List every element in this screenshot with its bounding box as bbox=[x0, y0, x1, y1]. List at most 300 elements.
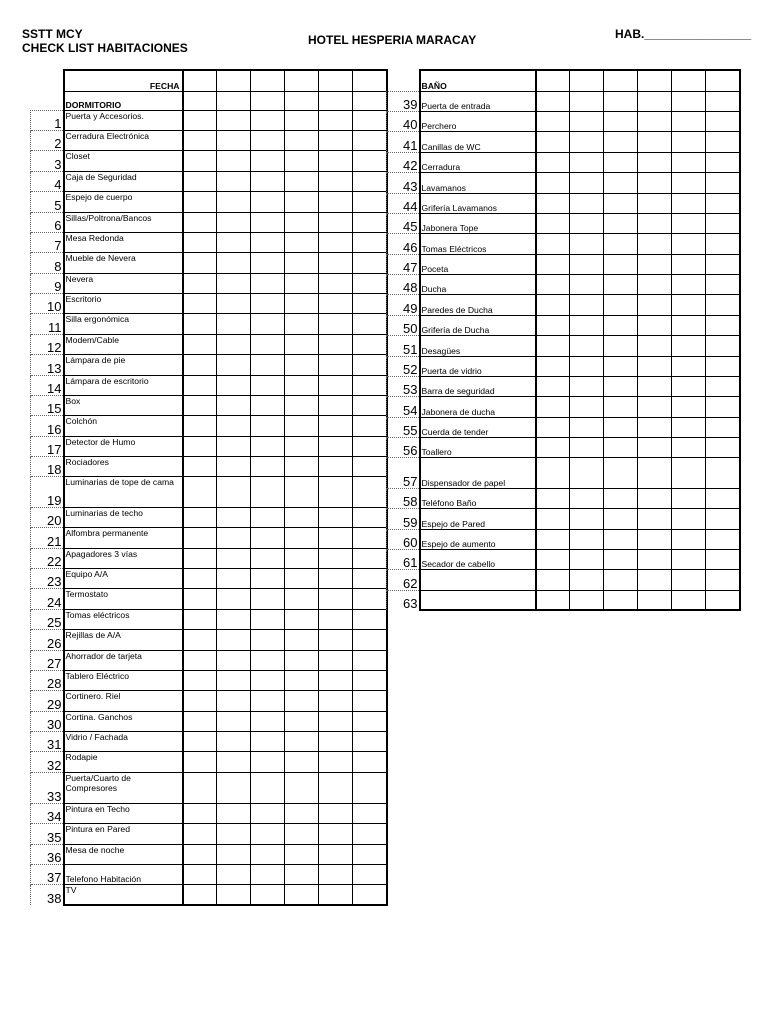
item-check-cell-3[interactable] bbox=[251, 375, 285, 395]
item-check-cell-6[interactable] bbox=[353, 273, 387, 293]
item-check-cell-2[interactable] bbox=[217, 334, 251, 354]
item-check-cell-3[interactable] bbox=[604, 111, 638, 131]
item-check-cell-1[interactable] bbox=[536, 294, 570, 315]
item-check-cell-6[interactable] bbox=[706, 254, 740, 274]
item-check-cell-6[interactable] bbox=[353, 252, 387, 273]
item-check-cell-6[interactable] bbox=[353, 844, 387, 864]
item-check-cell-6[interactable] bbox=[706, 488, 740, 508]
item-check-cell-2[interactable] bbox=[570, 193, 604, 213]
item-check-cell-5[interactable] bbox=[319, 456, 353, 476]
item-check-cell-2[interactable] bbox=[570, 437, 604, 457]
item-check-cell-3[interactable] bbox=[251, 150, 285, 171]
item-check-cell-2[interactable] bbox=[570, 294, 604, 315]
item-check-cell-6[interactable] bbox=[353, 171, 387, 191]
item-check-cell-3[interactable] bbox=[604, 508, 638, 529]
item-check-cell-6[interactable] bbox=[353, 731, 387, 751]
item-check-cell-6[interactable] bbox=[706, 172, 740, 193]
item-check-cell-4[interactable] bbox=[285, 884, 319, 905]
item-check-cell-6[interactable] bbox=[353, 609, 387, 629]
item-check-cell-5[interactable] bbox=[672, 315, 706, 335]
item-check-cell-4[interactable] bbox=[285, 844, 319, 864]
item-check-cell-3[interactable] bbox=[604, 569, 638, 590]
item-check-cell-1[interactable] bbox=[183, 670, 217, 690]
item-check-cell-2[interactable] bbox=[217, 273, 251, 293]
item-check-cell-3[interactable] bbox=[604, 335, 638, 356]
item-check-cell-4[interactable] bbox=[285, 334, 319, 354]
item-check-cell-4[interactable] bbox=[285, 588, 319, 609]
item-check-cell-3[interactable] bbox=[604, 488, 638, 508]
item-check-cell-3[interactable] bbox=[251, 293, 285, 313]
item-check-cell-6[interactable] bbox=[353, 293, 387, 313]
item-check-cell-2[interactable] bbox=[570, 315, 604, 335]
item-check-cell-6[interactable] bbox=[353, 354, 387, 375]
item-check-cell-2[interactable] bbox=[570, 254, 604, 274]
item-check-cell-2[interactable] bbox=[570, 356, 604, 376]
item-check-cell-5[interactable] bbox=[319, 375, 353, 395]
item-check-cell-6[interactable] bbox=[353, 395, 387, 415]
item-check-cell-5[interactable] bbox=[319, 527, 353, 548]
item-check-cell-5[interactable] bbox=[319, 293, 353, 313]
item-check-cell-4[interactable] bbox=[638, 417, 672, 437]
item-check-cell-5[interactable] bbox=[319, 507, 353, 527]
item-check-cell-5[interactable] bbox=[672, 508, 706, 529]
item-check-cell-3[interactable] bbox=[604, 213, 638, 233]
item-check-cell-2[interactable] bbox=[570, 457, 604, 488]
item-check-cell-1[interactable] bbox=[183, 650, 217, 670]
item-check-cell-5[interactable] bbox=[319, 588, 353, 609]
item-check-cell-1[interactable] bbox=[536, 111, 570, 131]
item-check-cell-2[interactable] bbox=[570, 569, 604, 590]
item-check-cell-2[interactable] bbox=[217, 864, 251, 884]
item-check-cell-1[interactable] bbox=[183, 150, 217, 171]
item-check-cell-1[interactable] bbox=[183, 354, 217, 375]
section-check-cell-3[interactable] bbox=[604, 70, 638, 91]
item-check-cell-5[interactable] bbox=[319, 171, 353, 191]
item-check-cell-1[interactable] bbox=[536, 488, 570, 508]
item-check-cell-4[interactable] bbox=[285, 212, 319, 232]
item-check-cell-2[interactable] bbox=[217, 293, 251, 313]
item-check-cell-6[interactable] bbox=[353, 415, 387, 436]
item-check-cell-5[interactable] bbox=[672, 213, 706, 233]
item-check-cell-6[interactable] bbox=[706, 315, 740, 335]
item-check-cell-4[interactable] bbox=[638, 274, 672, 294]
item-check-cell-6[interactable] bbox=[706, 376, 740, 396]
item-check-cell-4[interactable] bbox=[638, 529, 672, 549]
item-check-cell-6[interactable] bbox=[353, 313, 387, 334]
item-check-cell-1[interactable] bbox=[536, 376, 570, 396]
item-check-cell-1[interactable] bbox=[536, 549, 570, 569]
item-check-cell-6[interactable] bbox=[353, 110, 387, 130]
item-check-cell-3[interactable] bbox=[251, 772, 285, 803]
item-check-cell-2[interactable] bbox=[217, 313, 251, 334]
item-check-cell-5[interactable] bbox=[672, 131, 706, 152]
item-check-cell-1[interactable] bbox=[183, 772, 217, 803]
item-check-cell-3[interactable] bbox=[604, 315, 638, 335]
item-check-cell-3[interactable] bbox=[604, 274, 638, 294]
item-check-cell-3[interactable] bbox=[604, 193, 638, 213]
item-check-cell-4[interactable] bbox=[285, 252, 319, 273]
item-check-cell-1[interactable] bbox=[183, 313, 217, 334]
item-check-cell-4[interactable] bbox=[285, 232, 319, 252]
item-check-cell-5[interactable] bbox=[319, 751, 353, 772]
item-check-cell-2[interactable] bbox=[217, 609, 251, 629]
item-check-cell-2[interactable] bbox=[217, 772, 251, 803]
item-check-cell-2[interactable] bbox=[217, 232, 251, 252]
item-check-cell-5[interactable] bbox=[672, 111, 706, 131]
item-check-cell-2[interactable] bbox=[570, 376, 604, 396]
item-check-cell-4[interactable] bbox=[638, 254, 672, 274]
item-check-cell-4[interactable] bbox=[285, 476, 319, 507]
item-check-cell-3[interactable] bbox=[251, 751, 285, 772]
item-check-cell-4[interactable] bbox=[638, 488, 672, 508]
item-check-cell-3[interactable] bbox=[251, 548, 285, 568]
item-check-cell-5[interactable] bbox=[319, 130, 353, 150]
item-check-cell-3[interactable] bbox=[251, 884, 285, 905]
item-check-cell-2[interactable] bbox=[217, 527, 251, 548]
item-check-cell-2[interactable] bbox=[217, 803, 251, 823]
item-check-cell-3[interactable] bbox=[251, 568, 285, 588]
item-check-cell-1[interactable] bbox=[183, 844, 217, 864]
item-check-cell-4[interactable] bbox=[638, 396, 672, 417]
item-check-cell-6[interactable] bbox=[353, 803, 387, 823]
item-check-cell-1[interactable] bbox=[183, 191, 217, 212]
item-check-cell-4[interactable] bbox=[285, 670, 319, 690]
item-check-cell-6[interactable] bbox=[706, 233, 740, 254]
item-check-cell-4[interactable] bbox=[638, 376, 672, 396]
section-check-cell-5[interactable] bbox=[672, 70, 706, 91]
item-check-cell-6[interactable] bbox=[353, 711, 387, 731]
item-check-cell-2[interactable] bbox=[217, 588, 251, 609]
item-check-cell-1[interactable] bbox=[183, 436, 217, 456]
item-check-cell-3[interactable] bbox=[251, 130, 285, 150]
item-check-cell-1[interactable] bbox=[183, 711, 217, 731]
item-check-cell-4[interactable] bbox=[638, 91, 672, 111]
item-check-cell-3[interactable] bbox=[604, 457, 638, 488]
item-check-cell-6[interactable] bbox=[353, 456, 387, 476]
item-check-cell-1[interactable] bbox=[183, 629, 217, 650]
section-check-cell-5[interactable] bbox=[319, 91, 353, 110]
item-check-cell-3[interactable] bbox=[251, 507, 285, 527]
item-check-cell-6[interactable] bbox=[353, 476, 387, 507]
item-check-cell-6[interactable] bbox=[706, 111, 740, 131]
item-check-cell-4[interactable] bbox=[285, 864, 319, 884]
item-check-cell-6[interactable] bbox=[353, 629, 387, 650]
item-check-cell-2[interactable] bbox=[217, 844, 251, 864]
item-check-cell-3[interactable] bbox=[604, 131, 638, 152]
section-check-cell-2[interactable] bbox=[217, 91, 251, 110]
item-check-cell-2[interactable] bbox=[217, 823, 251, 844]
item-check-cell-6[interactable] bbox=[353, 507, 387, 527]
item-check-cell-5[interactable] bbox=[319, 844, 353, 864]
item-check-cell-2[interactable] bbox=[570, 233, 604, 254]
section-check-cell-1[interactable] bbox=[183, 91, 217, 110]
item-check-cell-1[interactable] bbox=[183, 232, 217, 252]
fecha-check-cell-5[interactable] bbox=[319, 70, 353, 91]
item-check-cell-4[interactable] bbox=[638, 508, 672, 529]
item-check-cell-4[interactable] bbox=[638, 569, 672, 590]
item-check-cell-5[interactable] bbox=[672, 569, 706, 590]
item-check-cell-5[interactable] bbox=[672, 254, 706, 274]
item-check-cell-6[interactable] bbox=[706, 213, 740, 233]
item-check-cell-1[interactable] bbox=[183, 375, 217, 395]
item-check-cell-6[interactable] bbox=[706, 294, 740, 315]
item-check-cell-4[interactable] bbox=[285, 191, 319, 212]
item-check-cell-6[interactable] bbox=[706, 549, 740, 569]
item-check-cell-2[interactable] bbox=[570, 335, 604, 356]
item-check-cell-2[interactable] bbox=[570, 213, 604, 233]
item-check-cell-3[interactable] bbox=[251, 527, 285, 548]
fecha-check-cell-3[interactable] bbox=[251, 70, 285, 91]
item-check-cell-5[interactable] bbox=[319, 436, 353, 456]
item-check-cell-2[interactable] bbox=[217, 548, 251, 568]
item-check-cell-2[interactable] bbox=[217, 751, 251, 772]
item-check-cell-5[interactable] bbox=[319, 690, 353, 711]
item-check-cell-6[interactable] bbox=[706, 417, 740, 437]
item-check-cell-2[interactable] bbox=[570, 488, 604, 508]
item-check-cell-3[interactable] bbox=[251, 436, 285, 456]
item-check-cell-6[interactable] bbox=[706, 131, 740, 152]
item-check-cell-1[interactable] bbox=[536, 437, 570, 457]
fecha-check-cell-4[interactable] bbox=[285, 70, 319, 91]
item-check-cell-1[interactable] bbox=[183, 212, 217, 232]
item-check-cell-2[interactable] bbox=[570, 508, 604, 529]
item-check-cell-3[interactable] bbox=[251, 670, 285, 690]
item-check-cell-3[interactable] bbox=[604, 590, 638, 610]
item-check-cell-2[interactable] bbox=[217, 456, 251, 476]
item-check-cell-5[interactable] bbox=[319, 110, 353, 130]
item-check-cell-1[interactable] bbox=[536, 91, 570, 111]
item-check-cell-5[interactable] bbox=[672, 193, 706, 213]
item-check-cell-5[interactable] bbox=[319, 731, 353, 751]
item-check-cell-6[interactable] bbox=[353, 751, 387, 772]
item-check-cell-5[interactable] bbox=[319, 568, 353, 588]
item-check-cell-3[interactable] bbox=[251, 823, 285, 844]
item-check-cell-1[interactable] bbox=[536, 457, 570, 488]
item-check-cell-4[interactable] bbox=[638, 549, 672, 569]
item-check-cell-5[interactable] bbox=[672, 172, 706, 193]
item-check-cell-4[interactable] bbox=[285, 568, 319, 588]
item-check-cell-3[interactable] bbox=[604, 376, 638, 396]
item-check-cell-5[interactable] bbox=[319, 476, 353, 507]
item-check-cell-6[interactable] bbox=[353, 527, 387, 548]
item-check-cell-3[interactable] bbox=[251, 690, 285, 711]
item-check-cell-1[interactable] bbox=[536, 152, 570, 172]
item-check-cell-3[interactable] bbox=[251, 212, 285, 232]
item-check-cell-5[interactable] bbox=[319, 803, 353, 823]
item-check-cell-1[interactable] bbox=[536, 315, 570, 335]
item-check-cell-2[interactable] bbox=[217, 670, 251, 690]
item-check-cell-3[interactable] bbox=[604, 152, 638, 172]
item-check-cell-3[interactable] bbox=[604, 396, 638, 417]
item-check-cell-6[interactable] bbox=[353, 436, 387, 456]
item-check-cell-4[interactable] bbox=[638, 590, 672, 610]
item-check-cell-3[interactable] bbox=[251, 313, 285, 334]
section-check-cell-4[interactable] bbox=[638, 70, 672, 91]
item-check-cell-3[interactable] bbox=[251, 232, 285, 252]
item-check-cell-6[interactable] bbox=[706, 457, 740, 488]
item-check-cell-6[interactable] bbox=[353, 232, 387, 252]
item-check-cell-5[interactable] bbox=[319, 415, 353, 436]
item-check-cell-1[interactable] bbox=[536, 417, 570, 437]
item-check-cell-1[interactable] bbox=[183, 690, 217, 711]
item-check-cell-1[interactable] bbox=[183, 884, 217, 905]
item-check-cell-6[interactable] bbox=[353, 864, 387, 884]
item-check-cell-1[interactable] bbox=[536, 213, 570, 233]
section-check-cell-6[interactable] bbox=[706, 70, 740, 91]
item-check-cell-1[interactable] bbox=[183, 803, 217, 823]
item-check-cell-1[interactable] bbox=[536, 529, 570, 549]
item-check-cell-6[interactable] bbox=[706, 396, 740, 417]
item-check-cell-5[interactable] bbox=[672, 457, 706, 488]
item-check-cell-6[interactable] bbox=[353, 568, 387, 588]
item-check-cell-5[interactable] bbox=[319, 650, 353, 670]
item-check-cell-4[interactable] bbox=[285, 690, 319, 711]
item-check-cell-3[interactable] bbox=[251, 629, 285, 650]
fecha-check-cell-6[interactable] bbox=[353, 70, 387, 91]
item-check-cell-5[interactable] bbox=[319, 273, 353, 293]
item-check-cell-4[interactable] bbox=[285, 527, 319, 548]
item-check-cell-2[interactable] bbox=[217, 476, 251, 507]
item-check-cell-1[interactable] bbox=[183, 415, 217, 436]
item-check-cell-2[interactable] bbox=[217, 629, 251, 650]
item-check-cell-2[interactable] bbox=[217, 150, 251, 171]
item-check-cell-5[interactable] bbox=[319, 884, 353, 905]
item-check-cell-1[interactable] bbox=[536, 193, 570, 213]
item-check-cell-5[interactable] bbox=[319, 629, 353, 650]
item-check-cell-4[interactable] bbox=[285, 150, 319, 171]
item-check-cell-4[interactable] bbox=[638, 131, 672, 152]
item-check-cell-4[interactable] bbox=[285, 823, 319, 844]
item-check-cell-6[interactable] bbox=[706, 193, 740, 213]
item-check-cell-3[interactable] bbox=[251, 844, 285, 864]
item-check-cell-5[interactable] bbox=[319, 864, 353, 884]
item-check-cell-1[interactable] bbox=[536, 569, 570, 590]
item-check-cell-5[interactable] bbox=[319, 334, 353, 354]
item-check-cell-3[interactable] bbox=[251, 334, 285, 354]
item-check-cell-4[interactable] bbox=[285, 171, 319, 191]
item-check-cell-6[interactable] bbox=[353, 588, 387, 609]
item-check-cell-4[interactable] bbox=[285, 803, 319, 823]
item-check-cell-4[interactable] bbox=[285, 415, 319, 436]
item-check-cell-2[interactable] bbox=[570, 111, 604, 131]
item-check-cell-5[interactable] bbox=[319, 548, 353, 568]
item-check-cell-2[interactable] bbox=[217, 711, 251, 731]
item-check-cell-1[interactable] bbox=[183, 568, 217, 588]
item-check-cell-2[interactable] bbox=[217, 191, 251, 212]
item-check-cell-5[interactable] bbox=[672, 529, 706, 549]
item-check-cell-2[interactable] bbox=[217, 395, 251, 415]
item-check-cell-4[interactable] bbox=[638, 457, 672, 488]
item-check-cell-4[interactable] bbox=[638, 172, 672, 193]
item-check-cell-3[interactable] bbox=[251, 395, 285, 415]
item-check-cell-1[interactable] bbox=[183, 395, 217, 415]
item-check-cell-2[interactable] bbox=[570, 529, 604, 549]
item-check-cell-5[interactable] bbox=[672, 417, 706, 437]
item-check-cell-5[interactable] bbox=[672, 233, 706, 254]
item-check-cell-1[interactable] bbox=[183, 609, 217, 629]
item-check-cell-4[interactable] bbox=[638, 294, 672, 315]
item-check-cell-3[interactable] bbox=[251, 650, 285, 670]
item-check-cell-1[interactable] bbox=[183, 507, 217, 527]
item-check-cell-4[interactable] bbox=[285, 313, 319, 334]
section-check-cell-3[interactable] bbox=[251, 91, 285, 110]
item-check-cell-1[interactable] bbox=[183, 588, 217, 609]
item-check-cell-1[interactable] bbox=[183, 823, 217, 844]
item-check-cell-2[interactable] bbox=[570, 91, 604, 111]
item-check-cell-6[interactable] bbox=[706, 152, 740, 172]
item-check-cell-3[interactable] bbox=[251, 803, 285, 823]
item-check-cell-5[interactable] bbox=[319, 609, 353, 629]
item-check-cell-4[interactable] bbox=[285, 650, 319, 670]
item-check-cell-2[interactable] bbox=[217, 884, 251, 905]
item-check-cell-4[interactable] bbox=[285, 395, 319, 415]
item-check-cell-6[interactable] bbox=[353, 823, 387, 844]
item-check-cell-5[interactable] bbox=[319, 212, 353, 232]
item-check-cell-3[interactable] bbox=[251, 273, 285, 293]
item-check-cell-5[interactable] bbox=[672, 294, 706, 315]
item-check-cell-6[interactable] bbox=[353, 375, 387, 395]
item-check-cell-3[interactable] bbox=[604, 91, 638, 111]
item-check-cell-3[interactable] bbox=[251, 110, 285, 130]
item-check-cell-4[interactable] bbox=[638, 111, 672, 131]
item-check-cell-2[interactable] bbox=[217, 650, 251, 670]
item-check-cell-4[interactable] bbox=[285, 731, 319, 751]
item-check-cell-1[interactable] bbox=[536, 172, 570, 193]
item-check-cell-3[interactable] bbox=[604, 417, 638, 437]
item-check-cell-1[interactable] bbox=[536, 233, 570, 254]
item-check-cell-2[interactable] bbox=[217, 415, 251, 436]
item-check-cell-1[interactable] bbox=[536, 274, 570, 294]
item-check-cell-1[interactable] bbox=[536, 396, 570, 417]
fecha-check-cell-1[interactable] bbox=[183, 70, 217, 91]
item-check-cell-6[interactable] bbox=[706, 437, 740, 457]
item-check-cell-6[interactable] bbox=[353, 212, 387, 232]
item-check-cell-5[interactable] bbox=[672, 396, 706, 417]
item-check-cell-2[interactable] bbox=[570, 549, 604, 569]
item-check-cell-4[interactable] bbox=[285, 130, 319, 150]
item-check-cell-5[interactable] bbox=[672, 488, 706, 508]
item-check-cell-1[interactable] bbox=[183, 864, 217, 884]
item-check-cell-1[interactable] bbox=[183, 334, 217, 354]
item-check-cell-5[interactable] bbox=[672, 274, 706, 294]
item-check-cell-5[interactable] bbox=[319, 711, 353, 731]
item-check-cell-6[interactable] bbox=[353, 191, 387, 212]
item-check-cell-6[interactable] bbox=[353, 650, 387, 670]
item-check-cell-4[interactable] bbox=[638, 335, 672, 356]
item-check-cell-6[interactable] bbox=[706, 529, 740, 549]
item-check-cell-4[interactable] bbox=[285, 751, 319, 772]
section-check-cell-6[interactable] bbox=[353, 91, 387, 110]
item-check-cell-4[interactable] bbox=[638, 193, 672, 213]
item-check-cell-2[interactable] bbox=[217, 252, 251, 273]
item-check-cell-2[interactable] bbox=[570, 131, 604, 152]
item-check-cell-2[interactable] bbox=[217, 171, 251, 191]
item-check-cell-1[interactable] bbox=[183, 456, 217, 476]
item-check-cell-6[interactable] bbox=[353, 670, 387, 690]
section-check-cell-1[interactable] bbox=[536, 70, 570, 91]
item-check-cell-4[interactable] bbox=[285, 273, 319, 293]
item-check-cell-6[interactable] bbox=[353, 150, 387, 171]
item-check-cell-1[interactable] bbox=[536, 508, 570, 529]
item-check-cell-4[interactable] bbox=[285, 293, 319, 313]
item-check-cell-4[interactable] bbox=[638, 233, 672, 254]
item-check-cell-6[interactable] bbox=[353, 772, 387, 803]
item-check-cell-6[interactable] bbox=[706, 508, 740, 529]
item-check-cell-5[interactable] bbox=[319, 395, 353, 415]
item-check-cell-3[interactable] bbox=[604, 437, 638, 457]
item-check-cell-1[interactable] bbox=[183, 527, 217, 548]
fecha-check-cell-2[interactable] bbox=[217, 70, 251, 91]
